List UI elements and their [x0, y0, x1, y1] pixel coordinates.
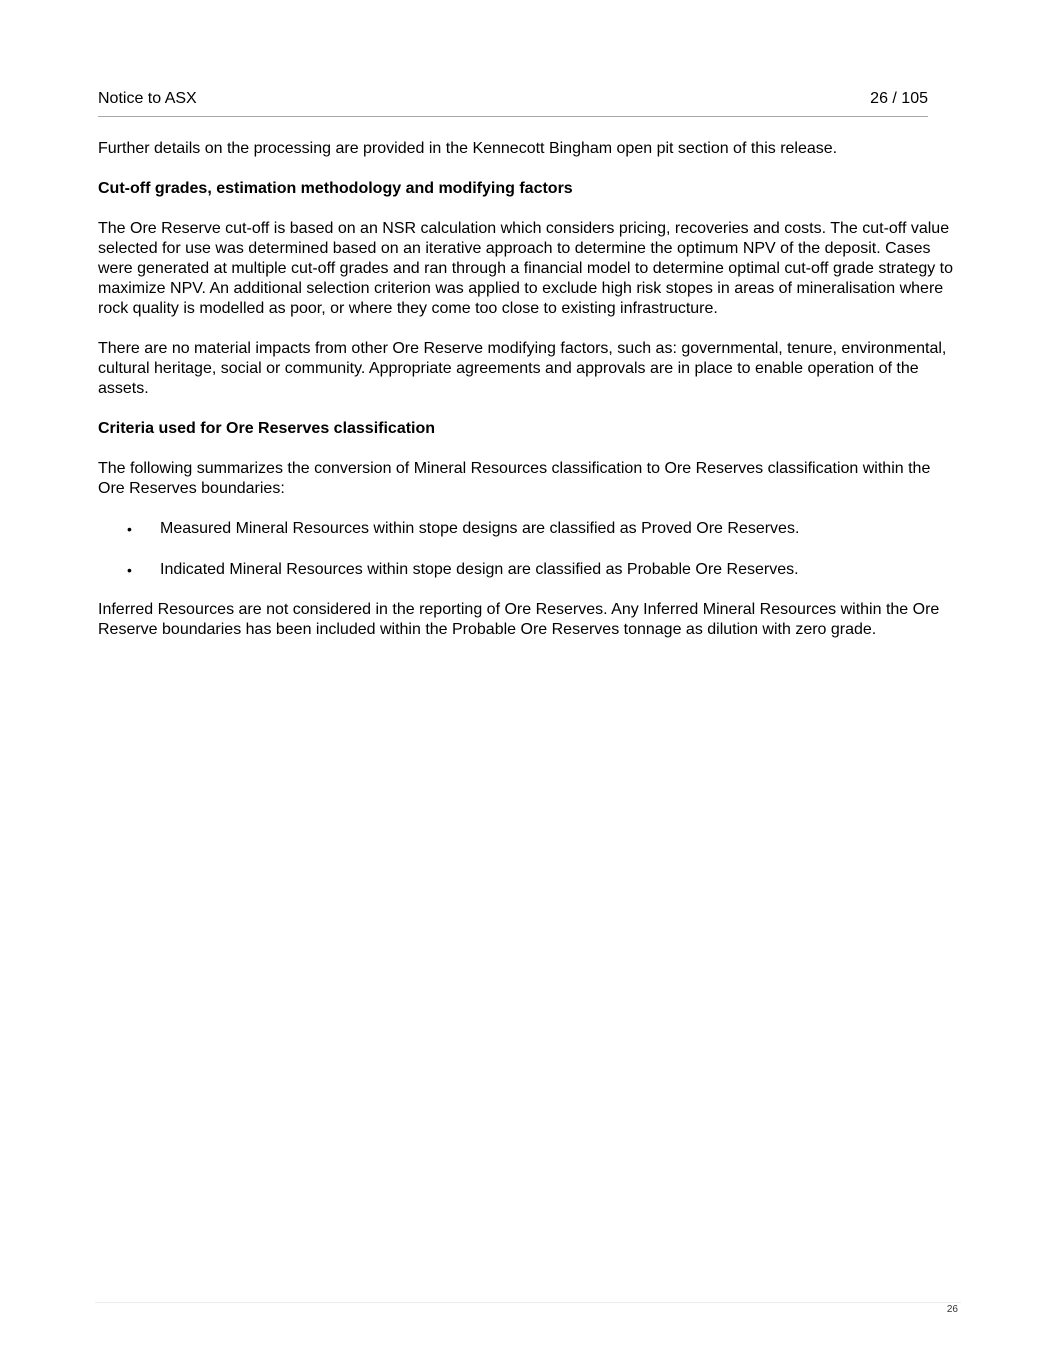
bullet-icon: •	[127, 562, 132, 578]
intro-paragraph: Further details on the processing are provided in the Kennecott Bingham open pit section of this release.	[98, 140, 838, 157]
list-item	[98, 519, 960, 539]
list-item-text: Indicated Mineral Resources within stope design are classified as Probable Ore Reserves.	[160, 561, 799, 578]
document-body	[98, 139, 960, 660]
section-heading-classification: Criteria used for Ore Reserves classification	[98, 420, 436, 437]
page-indicator: 26 / 105	[870, 90, 928, 107]
bullet-icon: •	[127, 521, 132, 537]
document-title: Notice to ASX	[98, 90, 197, 107]
footer-divider	[95, 1302, 961, 1303]
modifying-factors-paragraph: There are no material impacts from other Ore Reserve modifying factors, such as: governmental, tenure, environmental, cultural heritage, social or community. Appropriate agreements and approvals are in place to enable operation of the assets.	[98, 340, 947, 397]
page-header	[98, 89, 928, 117]
closing-paragraph: Inferred Resources are not considered in the reporting of Ore Reserves. Any Inferred Mineral Resources within the Ore Reserve boundaries has been included within the Probable Ore Reserves tonnage as dilution with zero grade.	[98, 601, 940, 638]
classification-intro-paragraph: The following summarizes the conversion of Mineral Resources classification to Ore Reserves classification within the Ore Reserves boundaries:	[98, 460, 931, 497]
list-item	[98, 560, 960, 580]
footer-page-number: 26	[946, 1304, 958, 1315]
cutoff-paragraph: The Ore Reserve cut-off is based on an NSR calculation which considers pricing, recoveries and costs. The cut-off value selected for use was determined based on an iterative approach to determine the optimum NPV of the deposit. Cases were generated at multiple cut-off grades and ran through a financial model to determine optimal cut-off grade strategy to maximize NPV. An additional selection criterion was applied to exclude high risk stopes in areas of mineralisation where rock quality is modelled as poor, or where they come too close to existing infrastructure.	[98, 220, 954, 317]
list-item-text: Measured Mineral Resources within stope designs are classified as Proved Ore Reserves.	[160, 520, 800, 537]
section-heading-cutoff: Cut-off grades, estimation methodology and modifying factors	[98, 180, 573, 197]
classification-list	[98, 519, 960, 580]
